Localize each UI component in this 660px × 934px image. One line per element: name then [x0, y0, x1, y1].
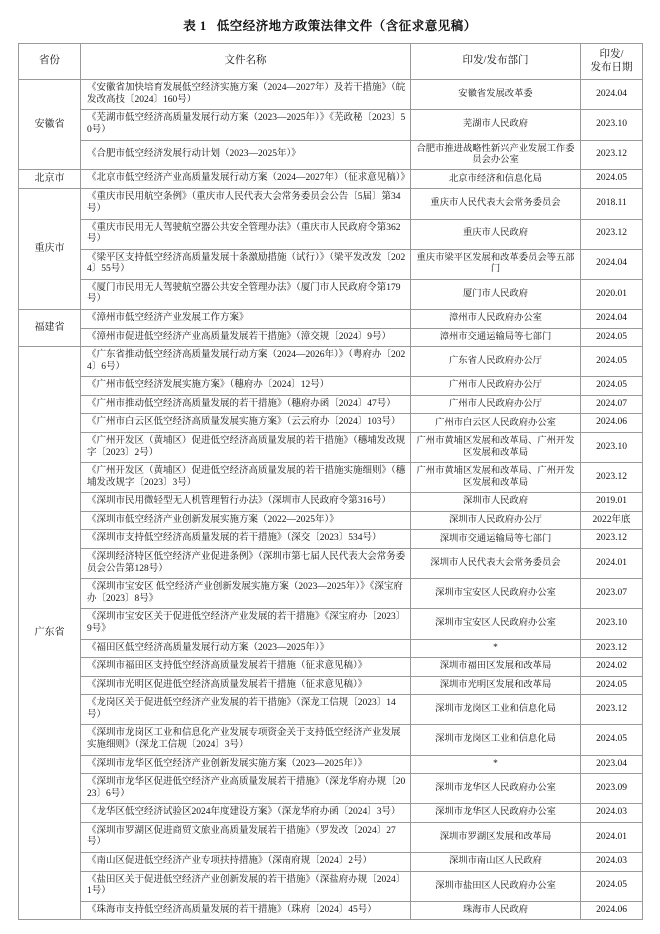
table-row — [19, 609, 643, 639]
date-cell: 2019.01 — [581, 493, 643, 512]
issuer-cell: 深圳市龙华区人民政府办公室 — [411, 774, 581, 804]
issuer-cell: 深圳市龙华区人民政府办公室 — [411, 804, 581, 823]
document-name-cell: 《深圳市民用微轻型无人机管理暂行办法》（深圳市人民政府令第316号） — [81, 493, 411, 512]
date-cell: 2023.12 — [581, 695, 643, 725]
table-row — [19, 80, 643, 110]
date-cell: 2024.05 — [581, 725, 643, 755]
table-row — [19, 463, 643, 493]
date-cell: 2023.12 — [581, 219, 643, 249]
issuer-cell: 深圳市盐田区人民政府办公室 — [411, 871, 581, 901]
issuer-cell: 深圳市宝安区人民政府办公室 — [411, 609, 581, 639]
issuer-cell: 珠海市人民政府 — [411, 901, 581, 920]
document-name-cell: 《龙华区低空经济试验区2024年度建设方案》（深龙华府办函〔2024〕3号） — [81, 804, 411, 823]
issuer-cell: 广州市黄埔区发展和改革局、广州开发区发展和改革局 — [411, 433, 581, 463]
table-row — [19, 579, 643, 609]
document-name-cell: 《珠海市支持低空经济高质量发展的若干措施》（珠府〔2024〕45号） — [81, 901, 411, 920]
document-name-cell: 《漳州市促进低空经济产业高质量发展若干措施》（漳交规〔2024〕9号） — [81, 328, 411, 347]
date-cell: 2023.07 — [581, 579, 643, 609]
date-cell: 2023.04 — [581, 755, 643, 774]
table-row — [19, 433, 643, 463]
date-cell: 2024.06 — [581, 414, 643, 433]
table-row — [19, 511, 643, 530]
header-date — [581, 44, 643, 80]
table-row — [19, 110, 643, 140]
document-name-cell: 《深圳市宝安区关于促进低空经济产业发展的若干措施》《深宝府办〔2023〕9号》 — [81, 609, 411, 639]
document-name-cell: 《深圳市光明区促进低空经济高质量发展若干措施（征求意见稿）》 — [81, 676, 411, 695]
issuer-cell: 广州市白云区人民政府办公室 — [411, 414, 581, 433]
table-row — [19, 347, 643, 377]
issuer-cell: 深圳市福田区发展和改革局 — [411, 658, 581, 677]
table-row — [19, 249, 643, 279]
table-number: 表 1 — [183, 19, 207, 33]
table-row — [19, 549, 643, 579]
date-cell: 2023.12 — [581, 463, 643, 493]
date-cell: 2023.09 — [581, 774, 643, 804]
province-cell: 安徽省 — [19, 80, 81, 170]
document-name-cell: 《广州开发区（黄埔区）促进低空经济高质量发展的若干措施实施细则》（穗埔发改规字〔2023〕3号） — [81, 463, 411, 493]
document-name-cell: 《安徽省加快培育发展低空经济实施方案（2024—2027年）及若干措施》（皖发改高技〔2024〕160号） — [81, 80, 411, 110]
date-cell: 2024.05 — [581, 871, 643, 901]
header-issuer: 印发/发布部门 — [411, 44, 581, 80]
date-cell: 2023.10 — [581, 110, 643, 140]
issuer-cell: 广州市黄埔区发展和改革局、广州开发区发展和改革局 — [411, 463, 581, 493]
issuer-cell: 北京市经济和信息化局 — [411, 170, 581, 189]
issuer-cell: 厦门市人民政府 — [411, 279, 581, 309]
table-row — [19, 530, 643, 549]
document-name-cell: 《广州市白云区低空经济高质量发展实施方案》（云云府办〔2024〕103号） — [81, 414, 411, 433]
province-cell: 广东省 — [19, 347, 81, 920]
date-cell: 2024.03 — [581, 853, 643, 872]
table-row — [19, 774, 643, 804]
date-cell: 2024.03 — [581, 804, 643, 823]
date-cell: 2024.01 — [581, 549, 643, 579]
document-name-cell: 《合肥市低空经济发展行动计划（2023—2025年）》 — [81, 140, 411, 170]
table-row — [19, 140, 643, 170]
table-row — [19, 695, 643, 725]
date-cell: 2023.12 — [581, 530, 643, 549]
document-name-cell: 《盐田区关于促进低空经济产业创新发展的若干措施》（深盐府办规〔2024〕1号） — [81, 871, 411, 901]
document-name-cell: 《深圳经济特区低空经济产业促进条例》（深圳市第七届人民代表大会常务委员会公告第128号） — [81, 549, 411, 579]
policy-document-table — [18, 43, 643, 920]
document-name-cell: 《漳州市低空经济产业发展工作方案》 — [81, 309, 411, 328]
document-name-cell: 《深圳市支持低空经济高质量发展的若干措施》（深交〔2023〕534号） — [81, 530, 411, 549]
date-cell: 2024.06 — [581, 901, 643, 920]
document-name-cell: 《深圳市宝安区 低空经济产业创新发展实施方案（2023—2025年）》《深宝府办〔2023〕8号》 — [81, 579, 411, 609]
issuer-cell: 重庆市梁平区发展和改革委员会等五部门 — [411, 249, 581, 279]
document-name-cell: 《龙岗区关于促进低空经济产业发展的若干措施》（深龙工信规〔2023〕14号） — [81, 695, 411, 725]
table-row — [19, 755, 643, 774]
issuer-cell: 深圳市交通运输局等七部门 — [411, 530, 581, 549]
table-caption — [18, 16, 642, 34]
issuer-cell: 广州市人民政府办公厅 — [411, 377, 581, 396]
date-cell: 2024.05 — [581, 377, 643, 396]
document-name-cell: 《重庆市民用航空条例》（重庆市人民代表大会常务委员会公告〔5届〕第34号） — [81, 189, 411, 219]
header-date-line2: 发布日期 — [590, 61, 633, 73]
issuer-cell: * — [411, 755, 581, 774]
document-name-cell: 《广州市低空经济发展实施方案》（穗府办〔2024〕12号） — [81, 377, 411, 396]
document-name-cell: 《南山区促进低空经济产业专项扶持措施》（深南府规〔2024〕2号） — [81, 853, 411, 872]
issuer-cell: 安徽省发展改革委 — [411, 80, 581, 110]
table-row — [19, 377, 643, 396]
table-row — [19, 658, 643, 677]
header-province: 省份 — [19, 44, 81, 80]
issuer-cell: 芜湖市人民政府 — [411, 110, 581, 140]
document-name-cell: 《深圳市福田区支持低空经济高质量发展若干措施（征求意见稿）》 — [81, 658, 411, 677]
table-row — [19, 328, 643, 347]
issuer-cell: 深圳市龙岗区工业和信息化局 — [411, 725, 581, 755]
date-cell: 2024.04 — [581, 309, 643, 328]
table-body — [19, 80, 643, 920]
issuer-cell: 深圳市南山区人民政府 — [411, 853, 581, 872]
issuer-cell: 深圳市龙岗区工业和信息化局 — [411, 695, 581, 725]
table-row — [19, 189, 643, 219]
document-name-cell: 《广州开发区（黄埔区）促进低空经济高质量发展的若干措施》（穗埔发改规字〔2023〕2号） — [81, 433, 411, 463]
document-name-cell: 《重庆市民用无人驾驶航空器公共安全管理办法》（重庆市人民政府令第362号） — [81, 219, 411, 249]
document-name-cell: 《广州市推动低空经济高质量发展的若干措施》（穗府办函〔2024〕47号） — [81, 395, 411, 414]
date-cell: 2022年底 — [581, 511, 643, 530]
table-row — [19, 219, 643, 249]
issuer-cell: 深圳市人民政府办公厅 — [411, 511, 581, 530]
issuer-cell: 漳州市交通运输局等七部门 — [411, 328, 581, 347]
date-cell: 2024.04 — [581, 249, 643, 279]
issuer-cell: 深圳市人民政府 — [411, 493, 581, 512]
table-row — [19, 822, 643, 852]
document-name-cell: 《广东省推动低空经济高质量发展行动方案（2024—2026年）》（粤府办〔2024〕6号） — [81, 347, 411, 377]
issuer-cell: 重庆市人民政府 — [411, 219, 581, 249]
issuer-cell: 广东省人民政府办公厅 — [411, 347, 581, 377]
table-header-row — [19, 44, 643, 80]
date-cell: 2023.12 — [581, 639, 643, 658]
document-name-cell: 《深圳市低空经济产业创新发展实施方案（2022—2025年）》 — [81, 511, 411, 530]
province-cell: 北京市 — [19, 170, 81, 189]
table-row — [19, 639, 643, 658]
date-cell: 2023.12 — [581, 140, 643, 170]
issuer-cell: * — [411, 639, 581, 658]
document-name-cell: 《梁平区支持低空经济高质量发展十条激励措施（试行）》（梁平发改发〔2024〕55号） — [81, 249, 411, 279]
province-cell: 重庆市 — [19, 189, 81, 310]
header-date-line1: 印发/ — [599, 49, 624, 60]
issuer-cell: 合肥市推进战略性新兴产业发展工作委员会办公室 — [411, 140, 581, 170]
date-cell: 2024.07 — [581, 395, 643, 414]
table-row — [19, 493, 643, 512]
date-cell: 2024.05 — [581, 328, 643, 347]
table-row — [19, 395, 643, 414]
document-name-cell: 《深圳市龙华区促进低空经济产业高质量发展若干措施》（深龙华府办规〔2023〕6号） — [81, 774, 411, 804]
header-document: 文件名称 — [81, 44, 411, 80]
document-name-cell: 《北京市低空经济产业高质量发展行动方案（2024—2027年）（征求意见稿）》 — [81, 170, 411, 189]
issuer-cell: 深圳市人民代表大会常务委员会 — [411, 549, 581, 579]
issuer-cell: 深圳市光明区发展和改革局 — [411, 676, 581, 695]
province-cell: 福建省 — [19, 309, 81, 346]
issuer-cell: 重庆市人民代表大会常务委员会 — [411, 189, 581, 219]
table-title: 低空经济地方政策法律文件（含征求意见稿） — [216, 19, 477, 33]
table-row — [19, 414, 643, 433]
date-cell: 2018.11 — [581, 189, 643, 219]
document-name-cell: 《福田区低空经济高质量发展行动方案（2023—2025年）》 — [81, 639, 411, 658]
table-row — [19, 676, 643, 695]
date-cell: 2024.05 — [581, 676, 643, 695]
table-row — [19, 853, 643, 872]
date-cell: 2024.05 — [581, 170, 643, 189]
date-cell: 2024.04 — [581, 80, 643, 110]
date-cell: 2020.01 — [581, 279, 643, 309]
date-cell: 2023.10 — [581, 433, 643, 463]
date-cell: 2024.02 — [581, 658, 643, 677]
date-cell: 2023.10 — [581, 609, 643, 639]
date-cell: 2024.05 — [581, 347, 643, 377]
table-row — [19, 871, 643, 901]
document-name-cell: 《深圳市罗湖区促进商贸文旅业高质量发展若干措施》（罗发改〔2024〕27号） — [81, 822, 411, 852]
issuer-cell: 深圳市宝安区人民政府办公室 — [411, 579, 581, 609]
table-row — [19, 309, 643, 328]
issuer-cell: 广州市人民政府办公厅 — [411, 395, 581, 414]
date-cell: 2024.01 — [581, 822, 643, 852]
table-row — [19, 279, 643, 309]
table-row — [19, 170, 643, 189]
document-name-cell: 《芜湖市低空经济高质量发展行动方案（2023—2025年）》《芜政秘〔2023〕50号） — [81, 110, 411, 140]
issuer-cell: 漳州市人民政府办公室 — [411, 309, 581, 328]
document-name-cell: 《深圳市龙岗区工业和信息化产业发展专项资金关于支持低空经济产业发展实施细则》（深龙工信规〔2024〕3号） — [81, 725, 411, 755]
issuer-cell: 深圳市罗湖区发展和改革局 — [411, 822, 581, 852]
document-name-cell: 《深圳市龙华区低空经济产业创新发展实施方案（2023—2025年）》 — [81, 755, 411, 774]
table-row — [19, 725, 643, 755]
table-row — [19, 804, 643, 823]
document-name-cell: 《厦门市民用无人驾驶航空器公共安全管理办法》（厦门市人民政府令第179号） — [81, 279, 411, 309]
table-row — [19, 901, 643, 920]
